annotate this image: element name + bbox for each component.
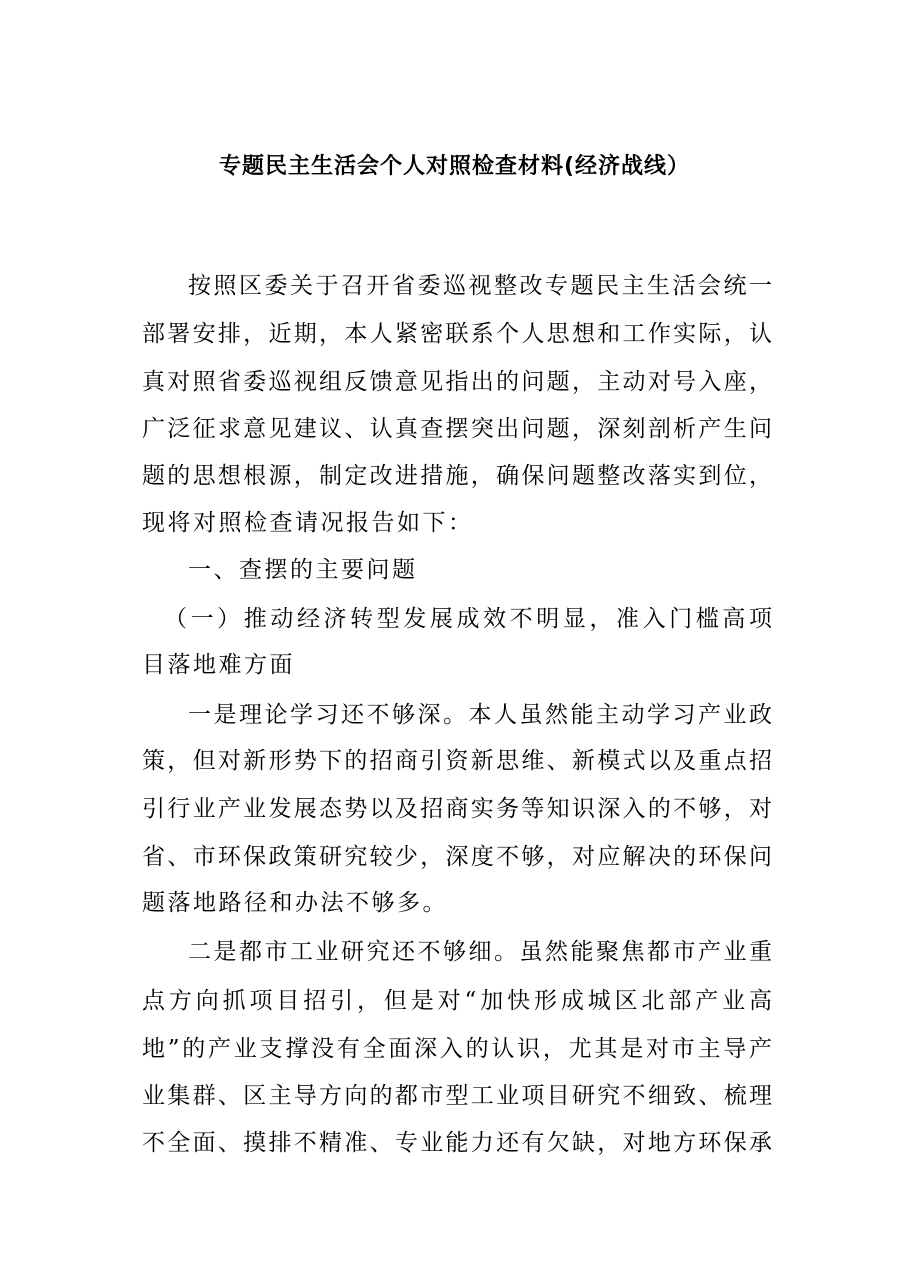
paragraph-line: 现将对照检查请况报告如下： — [142, 510, 474, 536]
section-heading: 一、查摆的主要问题 — [188, 557, 418, 583]
paragraph-line: 真对照省委巡视组反馈意见指出的问题，主动对号入座， — [142, 369, 772, 395]
paragraph-line: 引行业产业发展态势以及招商实务等知识深入的不够，对 — [142, 796, 772, 822]
paragraph-line: 部署安排，近期，本人紧密联系个人思想和工作实际，认 — [142, 321, 772, 347]
paragraph-line: 题落地路径和办法不够多。 — [142, 890, 448, 916]
paragraph-line: 一是理论学习还不够深。本人虽然能主动学习产业政 — [188, 702, 772, 728]
subsection-heading: （一）推动经济转型发展成效不明显，准入门槛高项 — [164, 606, 772, 632]
paragraph-line: 题的思想根源，制定改进措施，确保问题整改落实到位， — [142, 463, 772, 489]
paragraph-line: 策，但对新形势下的招商引资新思维、新模式以及重点招 — [142, 748, 772, 774]
paragraph-line: 地”的产业支撑没有全面深入的认识，尤其是对市主导产 — [142, 1036, 772, 1062]
paragraph-line: 业集群、区主导方向的都市型工业项目研究不细致、梳理 — [142, 1083, 772, 1109]
paragraph-line: 二是都市工业研究还不够细。虽然能聚焦都市产业重 — [188, 939, 772, 965]
paragraph-line: 广泛征求意见建议、认真查摆突出问题，深刻剖析产生问 — [142, 416, 772, 442]
paragraph-line: 不全面、摸排不精准、专业能力还有欠缺，对地方环保承 — [142, 1130, 772, 1156]
subsection-heading-continued: 目落地难方面 — [142, 652, 295, 678]
paragraph-line: 省、市环保政策研究较少，深度不够，对应解决的环保问 — [142, 844, 772, 870]
paragraph-line: 点方向抓项目招引，但是对“加快形成城区北部产业高 — [142, 988, 772, 1014]
paragraph-line: 按照区委关于召开省委巡视整改专题民主生活会统一 — [188, 273, 772, 299]
document-title: 专题民主生活会个人对照检查材料(经济战线） — [218, 154, 691, 179]
